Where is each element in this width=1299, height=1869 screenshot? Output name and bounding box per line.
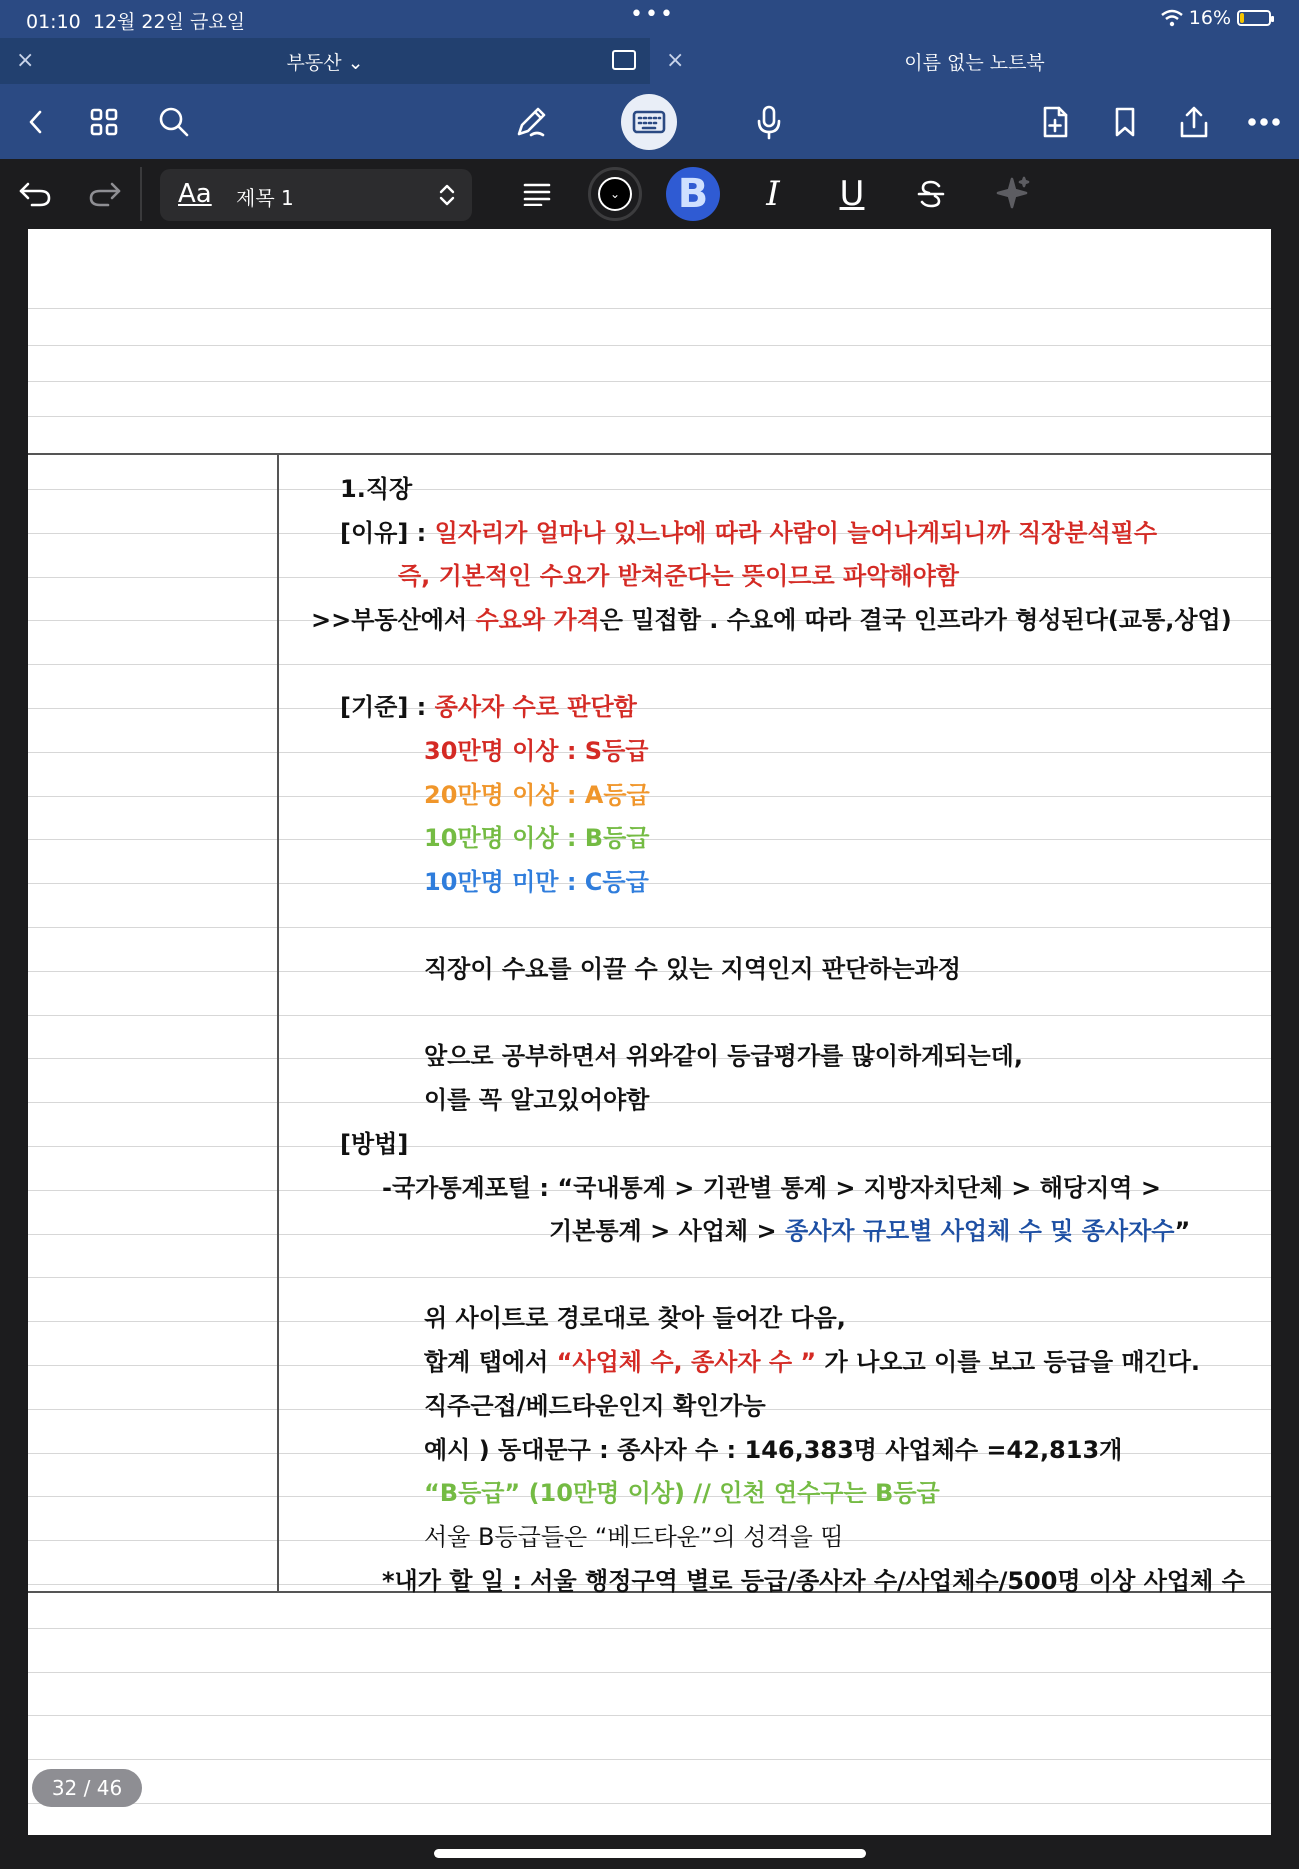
- grid-icon: [89, 107, 119, 137]
- italic-icon: I: [766, 174, 780, 214]
- note-heading: 1.직장: [340, 475, 413, 503]
- grade-s-line: 30만명 이상 : S등급: [424, 737, 649, 765]
- note-line: 즉, 기본적인 수요가 받쳐준다는 뜻이므로 파악해야함: [398, 562, 959, 590]
- wifi-icon: [1161, 9, 1183, 27]
- bold-button[interactable]: [666, 167, 720, 221]
- note-line: 직장이 수요를 이끌 수 있는 지역인지 판단하는과정: [424, 955, 961, 983]
- note-line: >>부동산에서 수요와 가격은 밀접함 . 수요에 따라 결국 인프라가 형성된다(교통,상업): [311, 606, 1232, 634]
- note-line: 예시 ) 동대문구 : 종사자 수 : 146,383명 사업체수 =42,813개: [424, 1436, 1123, 1464]
- share-icon: [1178, 105, 1210, 139]
- grade-c-line: 10만명 미만 : C등급: [424, 868, 649, 896]
- note-line: “B등급” (10만명 이상) // 인천 연수구는 B등급: [424, 1479, 940, 1507]
- todo-line: *내가 할 일 : 서울 행정구역 별로 등급/종사자 수/사업체수/500명 이상 사업체 수: [382, 1567, 1245, 1595]
- redo-button[interactable]: [78, 167, 132, 221]
- note-heading: [방법]: [340, 1130, 409, 1158]
- cornell-top-line: [28, 453, 1271, 455]
- ruled-line: [28, 1803, 1271, 1804]
- note-line: 기본통계 > 사업체 > 종사자 규모별 사업체 수 및 종사자수”: [549, 1217, 1191, 1245]
- main-toolbar: [0, 84, 1299, 159]
- style-name: 제목 1: [236, 186, 294, 210]
- redo-icon: [88, 180, 122, 208]
- note-line: -국가통계포털 : “국내통계 > 기관별 통계 > 지방자치단체 > 해당지역 >: [382, 1174, 1161, 1202]
- bookmark-icon: [1113, 106, 1137, 138]
- ruled-line: [28, 1715, 1271, 1716]
- ruled-line: [28, 489, 1271, 490]
- microphone-icon: [755, 104, 783, 140]
- note-line: 위 사이트로 경로대로 찾아 들어간 다음,: [424, 1304, 846, 1332]
- add-page-icon: [1040, 105, 1070, 139]
- note-line: 합계 탭에서 “사업체 수, 종사자 수 ” 가 나오고 이를 보고 등급을 매긴다.: [424, 1348, 1201, 1376]
- grade-b-line: 10만명 이상 : B등급: [424, 824, 650, 852]
- ruled-line: [28, 1628, 1271, 1629]
- underline-button[interactable]: [825, 167, 879, 221]
- ruled-line: [28, 1102, 1271, 1103]
- toolbar-divider: [140, 167, 142, 221]
- text-color-button[interactable]: [588, 167, 642, 221]
- back-button[interactable]: [8, 94, 64, 150]
- ruled-line: [28, 708, 1271, 709]
- undo-button[interactable]: [8, 167, 62, 221]
- status-right: [1161, 7, 1271, 29]
- close-tab-icon[interactable]: ×: [666, 48, 685, 73]
- sparkle-icon: [994, 175, 1032, 213]
- cornell-margin-line: [277, 453, 279, 1593]
- home-indicator[interactable]: [434, 1849, 866, 1858]
- ruled-line: [28, 839, 1271, 840]
- search-icon: [158, 106, 190, 138]
- note-line: 직주근접/베드타운인지 확인가능: [424, 1392, 766, 1420]
- ruled-line: [28, 883, 1271, 884]
- ruled-line: [28, 1146, 1271, 1147]
- ruled-line: [28, 1015, 1271, 1016]
- chevron-down-icon: ⌄: [598, 177, 632, 211]
- bookmark-button[interactable]: [1097, 94, 1153, 150]
- ruled-line: [28, 345, 1271, 346]
- pen-tool-button[interactable]: [503, 94, 559, 150]
- ruled-line: [28, 664, 1271, 665]
- grid-view-button[interactable]: [76, 94, 132, 150]
- ruled-line: [28, 381, 1271, 382]
- align-button[interactable]: [510, 167, 564, 221]
- tab-title: 이름 없는 노트북: [904, 51, 1045, 74]
- status-date: 12월 22일 금요일: [92, 11, 246, 33]
- more-icon: [1248, 118, 1280, 126]
- italic-button[interactable]: [746, 167, 800, 221]
- note-line: [이유] : 일자리가 얼마나 있느냐에 따라 사람이 늘어나게되니까 직장분석필수: [340, 519, 1158, 547]
- ai-copilot-button[interactable]: [986, 167, 1040, 221]
- notebook-page[interactable]: [28, 229, 1271, 1835]
- battery-icon: [1237, 10, 1271, 26]
- strikethrough-icon: [916, 179, 946, 209]
- underline-icon: U: [839, 174, 865, 214]
- ruled-line: [28, 308, 1271, 309]
- tab-untitled-notebook[interactable]: [650, 38, 1299, 84]
- add-page-button[interactable]: [1027, 94, 1083, 150]
- dictation-button[interactable]: [741, 94, 797, 150]
- close-tab-icon[interactable]: ×: [16, 48, 35, 73]
- more-button[interactable]: [1236, 94, 1292, 150]
- align-left-icon: [522, 182, 552, 206]
- multitasking-dots[interactable]: •••: [630, 2, 675, 27]
- tab-notebook-realestate[interactable]: [0, 38, 650, 84]
- note-line: 이를 꼭 알고있어야함: [424, 1086, 650, 1114]
- status-time: 01:10 12월 22일 금요일: [26, 11, 246, 33]
- paragraph-style-picker[interactable]: [160, 169, 472, 221]
- tab-title: 부동산 ⌄: [286, 51, 364, 74]
- pen-icon: [513, 104, 549, 140]
- ruled-line: [28, 1672, 1271, 1673]
- battery-percent: 16%: [1188, 7, 1231, 29]
- split-view-icon[interactable]: [612, 50, 636, 70]
- status-bar: [0, 0, 1299, 38]
- note-line: 앞으로 공부하면서 위와같이 등급평가를 많이하게되는데,: [424, 1042, 1023, 1070]
- share-button[interactable]: [1166, 94, 1222, 150]
- keyboard-icon: [632, 110, 666, 134]
- text-style-icon: Aa: [178, 179, 212, 209]
- bold-icon: B: [677, 171, 709, 217]
- keyboard-button[interactable]: [621, 94, 677, 150]
- grade-a-line: 20만명 이상 : A등급: [424, 781, 650, 809]
- back-chevron-icon: [24, 108, 48, 136]
- ruled-line: [28, 416, 1271, 417]
- format-toolbar: [0, 159, 1299, 229]
- note-line: 서울 B등급들은 “베드타운”의 성격을 띰: [424, 1523, 844, 1551]
- ruled-line: [28, 1759, 1271, 1760]
- ruled-line: [28, 1277, 1271, 1278]
- page-indicator: 32 / 46: [32, 1769, 142, 1807]
- search-button[interactable]: [146, 94, 202, 150]
- note-line: [기준] : 종사자 수로 판단함: [340, 693, 637, 721]
- undo-icon: [18, 180, 52, 208]
- ruled-line: [28, 927, 1271, 928]
- up-down-chevron-icon: [438, 183, 456, 207]
- strikethrough-button[interactable]: [904, 167, 958, 221]
- ruled-line: [28, 752, 1271, 753]
- tab-bar: [0, 38, 1299, 84]
